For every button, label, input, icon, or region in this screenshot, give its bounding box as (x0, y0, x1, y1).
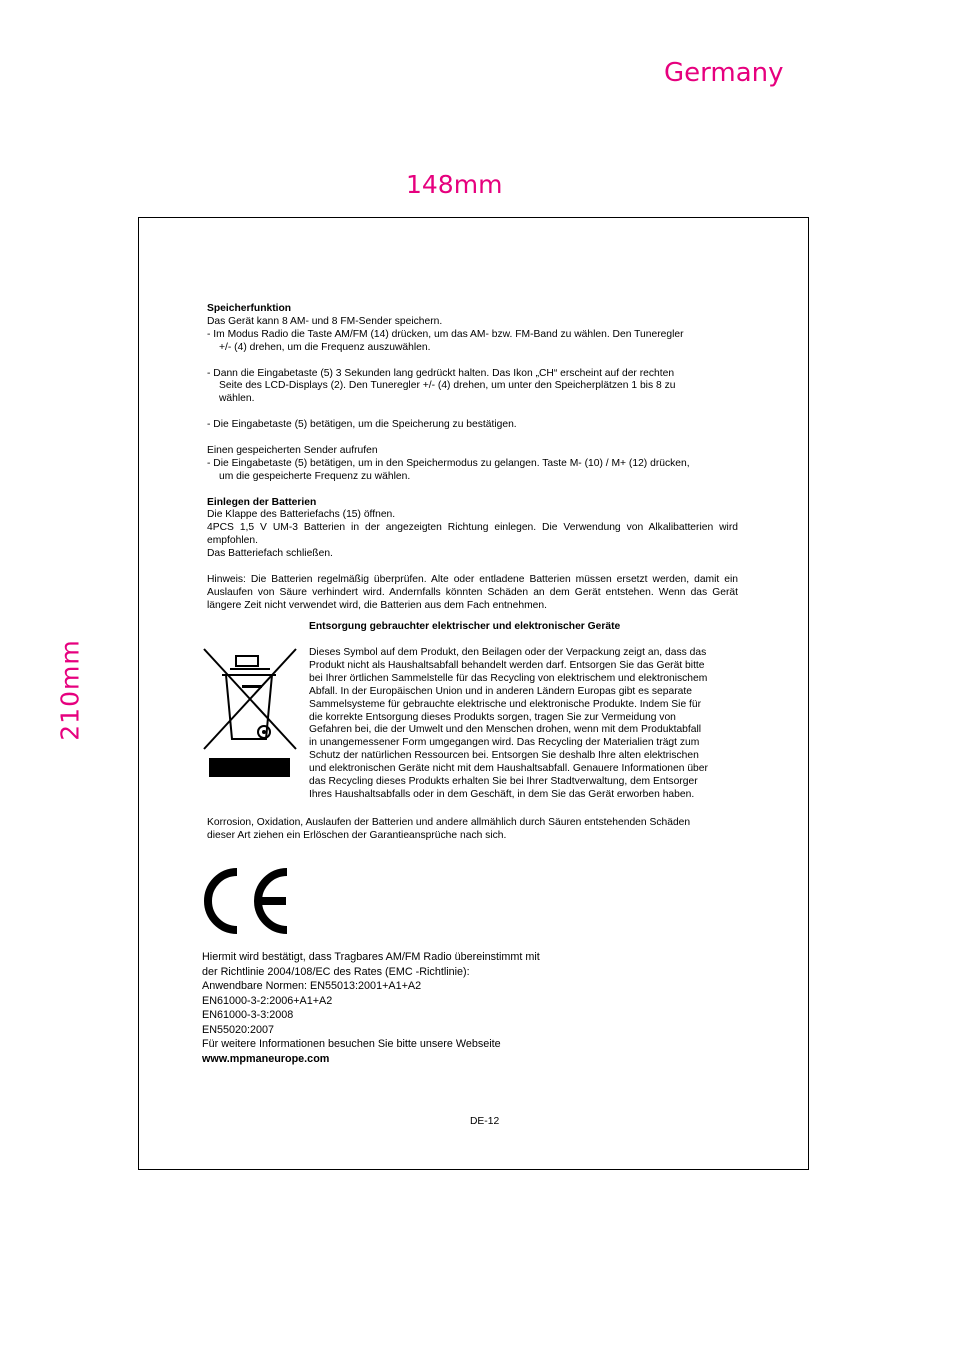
recall-heading: Einen gespeicherten Sender aufrufen (207, 444, 378, 456)
disposal-line: die korrekte Entsorgung dieses Produkts sorgen, tragen Sie zur Vermeidung von (309, 711, 676, 723)
memory-step2-line3: wählen. (219, 393, 255, 405)
memory-step1-line2: +/- (4) drehen, um die Frequenz auszuwählen. (219, 341, 431, 353)
memory-step2-line1: - Dann die Eingabetaste (5) 3 Sekunden lang gedrückt halten. Das Ikon „CH“ erscheint auf der rechten (207, 367, 675, 379)
corrosion-line1: Korrosion, Oxidation, Auslaufen der Batterien und andere allmählich durch Säuren entstehenden Schäden (207, 817, 691, 828)
disposal-line: Produkt nicht als Haushaltsabfall behandelt werden darf. Entsorgen Sie das Gerät bitte (309, 659, 705, 671)
declaration-line4: EN61000-3-2:2006+A1+A2 (202, 994, 333, 1007)
declaration-line5: EN61000-3-3:2008 (202, 1009, 294, 1021)
country-label: Germany (664, 58, 784, 88)
batteries-line3: Das Batteriefach schließen. (207, 548, 333, 560)
memory-section (207, 303, 747, 613)
batteries-note: Hinweis: Die Batterien regelmäßig überprüfen. Alte oder entladene Batterien müssen ersetzt werden, damit ein Auslaufen von Säure verhindert wird. Andernfalls könnten Schäden an dem Gerät entstehen. Wenn das Gerät längere Zeit nicht verwendet wird, die Batterien aus dem Fach entnehmen. (207, 573, 738, 611)
declaration-line1: Hiermit wird bestätigt, dass Tragbares AM/FM Radio übereinstimmt mit (202, 951, 540, 963)
disposal-line: Gefahren bei, die der Umwelt und den Menschen drohen, wenn mit dem Produktabfall (309, 724, 702, 736)
crossed-out-wheelie-bin-icon (202, 647, 298, 779)
memory-heading: Speicherfunktion (207, 303, 292, 314)
disposal-line: in unangemessener Form umgegangen wird. Das Recycling der Materialien trägt zum (309, 737, 700, 749)
declaration-line3: Anwendbare Normen: EN55013:2001+A1+A2 (202, 980, 422, 992)
page-number: DE-12 (470, 1116, 500, 1127)
recall-line1: - Die Eingabetaste (5) betätigen, um in den Speichermodus zu gelangen. Taste M- (10) / M+ (12) drücken, (207, 457, 690, 469)
disposal-line: Abfall. In der Europäischen Union und in anderen Ländern Europas gibt es separate (309, 685, 692, 697)
batteries-line2: 4PCS 1,5 V UM-3 Batterien in der angezeigten Richtung einlegen. Die Verwendung von Alkalibatterien wird empfohlen. (207, 522, 738, 547)
disposal-line: bei Ihrer örtlichen Sammelstelle für das Recycling von elektrischem und elektronischem (309, 672, 708, 684)
batteries-heading: Einlegen der Batterien (207, 496, 317, 508)
declaration-line6: EN55020:2007 (202, 1023, 275, 1036)
disposal-line: und elektronischen Geräte nicht mit dem Haushaltsabfall. Genauere Informationen über (309, 763, 708, 775)
disposal-body (309, 647, 749, 802)
website-link[interactable]: www.mpmaneurope.com (202, 1052, 330, 1065)
conformity-declaration (202, 950, 540, 1066)
disposal-line: Ihres Haushaltsabfalls oder in dem Geschäft, in dem Sie das Gerät erworben haben. (309, 788, 695, 800)
memory-step1-line1: - Im Modus Radio die Taste AM/FM (14) drücken, um das AM- bzw. FM-Band zu wählen. Den Tuneregler (207, 328, 684, 340)
disposal-line: Schutz der natürlichen Ressourcen bei. Entsorgen Sie deshalb Ihre alten elektrischen (309, 750, 699, 762)
batteries-line1: Die Klappe des Batteriefachs (15) öffnen. (207, 509, 396, 521)
declaration-line7: Für weitere Informationen besuchen Sie bitte unsere Webseite (202, 1038, 501, 1050)
recall-line2: um die gespeicherte Frequenz zu wählen. (219, 470, 411, 482)
disposal-line: Dieses Symbol auf dem Produkt, den Beilagen oder der Verpackung zeigt an, dass das (309, 647, 707, 658)
corrosion-line2: dieser Art ziehen ein Erlöschen der Garantieansprüche nach sich. (207, 829, 507, 841)
disposal-heading: Entsorgung gebrauchter elektrischer und elektronischer Geräte (309, 621, 621, 632)
memory-step3: - Die Eingabetaste (5) betätigen, um die Speicherung zu bestätigen. (207, 419, 517, 431)
ce-mark-icon (196, 866, 294, 936)
disposal-line: Sammelsysteme für gebrauchte elektrische und elektronische Produkte. Indem Sie für (309, 698, 702, 710)
memory-intro: Das Gerät kann 8 AM- und 8 FM-Sender speichern. (207, 315, 443, 327)
memory-step2-line2: Seite des LCD-Displays (2). Den Tuneregler +/- (4) drehen, um unter den Speicherplätzen 1 bis 8 zu (219, 380, 676, 392)
declaration-line2: der Richtlinie 2004/108/EC des Rates (EMC -Richtlinie): (202, 965, 470, 978)
corrosion-note (207, 817, 747, 843)
height-dimension-label: 210mm (55, 639, 85, 741)
width-dimension-label: 148mm (406, 170, 503, 199)
disposal-line: das Recycling dieses Produkts erhalten Sie bei Ihrer Stadtverwaltung, dem Entsorger (309, 776, 698, 788)
